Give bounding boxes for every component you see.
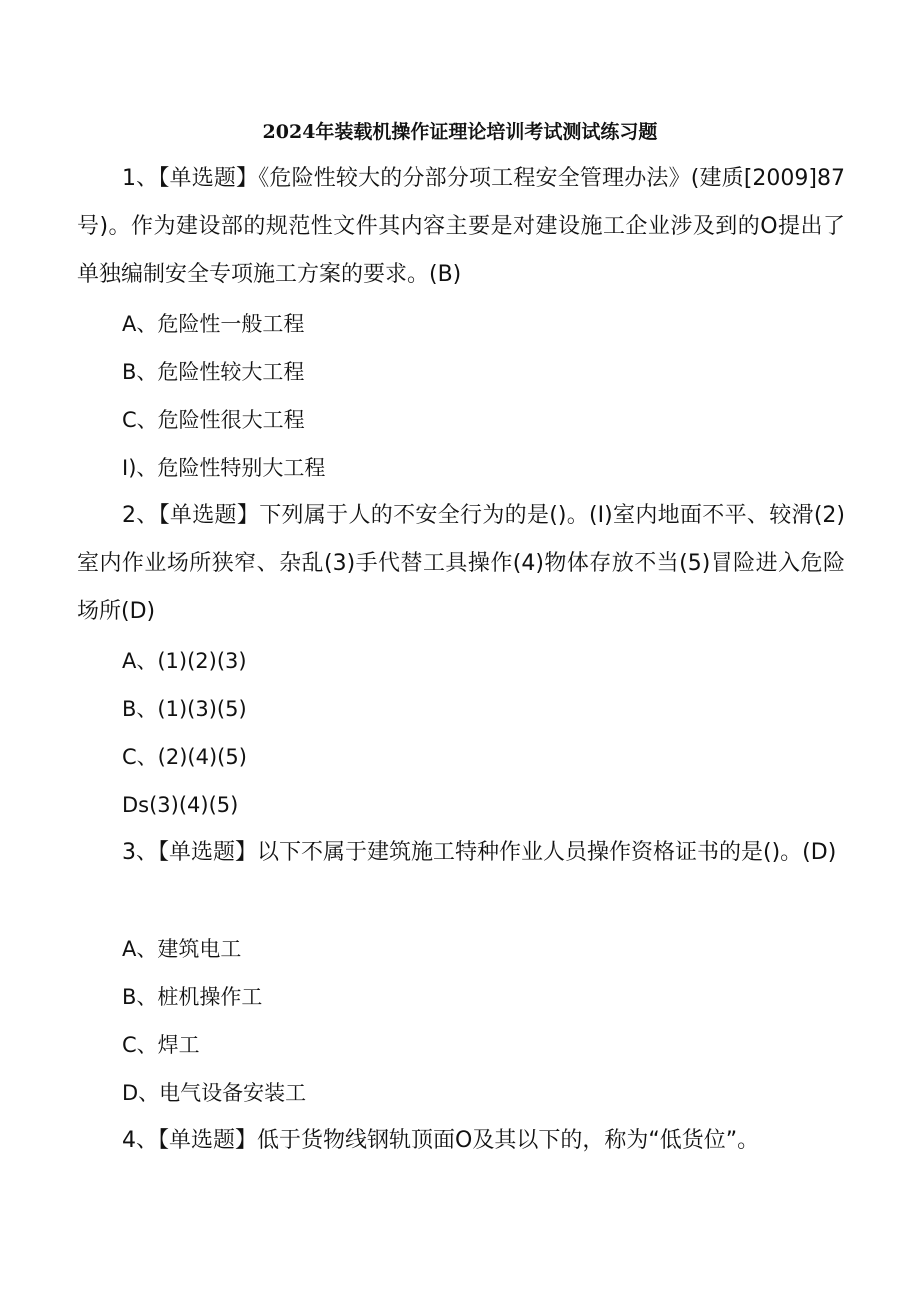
- question-4-text: 4、【单选题】低于货物线钢轨顶面O及其以下的，称为“低货位”。: [122, 1128, 760, 1153]
- question-2-option-d: Ds(3)(4)(5): [122, 793, 239, 817]
- question-2-text: 2、【单选题】下列属于人的不安全行为的是()。(I)室内地面不平、较滑(2)室内作业场所狭窄、杂乱(3)手代替工具操作(4)物体存放不当(5)冒险进入危险场所(D): [77, 503, 845, 624]
- question-1-text: 1、【单选题】《危险性较大的分部分项工程安全管理办法》(建质[2009]87号)。作为建设部的规范性文件其内容主要是对建设施工企业涉及到的O提出了单独编制安全专项施工方案的要求。(B): [77, 166, 845, 287]
- question-3-option-b: B、桩机操作工: [122, 985, 263, 1009]
- document-title: 2024年装载机操作证理论培训考试测试练习题: [262, 121, 658, 143]
- question-2-option-a: A、(1)(2)(3): [122, 649, 247, 673]
- question-3-text: 3、【单选题】以下不属于建筑施工特种作业人员操作资格证书的是()。(D): [122, 840, 837, 865]
- question-1-option-a: A、危险性一般工程: [122, 312, 305, 336]
- question-1-option-b: B、危险性较大工程: [122, 360, 305, 384]
- question-3-option-a: A、建筑电工: [122, 937, 242, 961]
- question-3-option-c: C、焊工: [122, 1033, 200, 1057]
- question-1-option-c: C、危险性很大工程: [122, 408, 305, 432]
- question-1-option-d: I)、危险性特别大工程: [122, 456, 326, 480]
- question-2-option-b: B、(1)(3)(5): [122, 697, 247, 721]
- question-3-option-d: D、电气设备安装工: [122, 1081, 307, 1105]
- question-2-option-c: C、(2)(4)(5): [122, 745, 247, 769]
